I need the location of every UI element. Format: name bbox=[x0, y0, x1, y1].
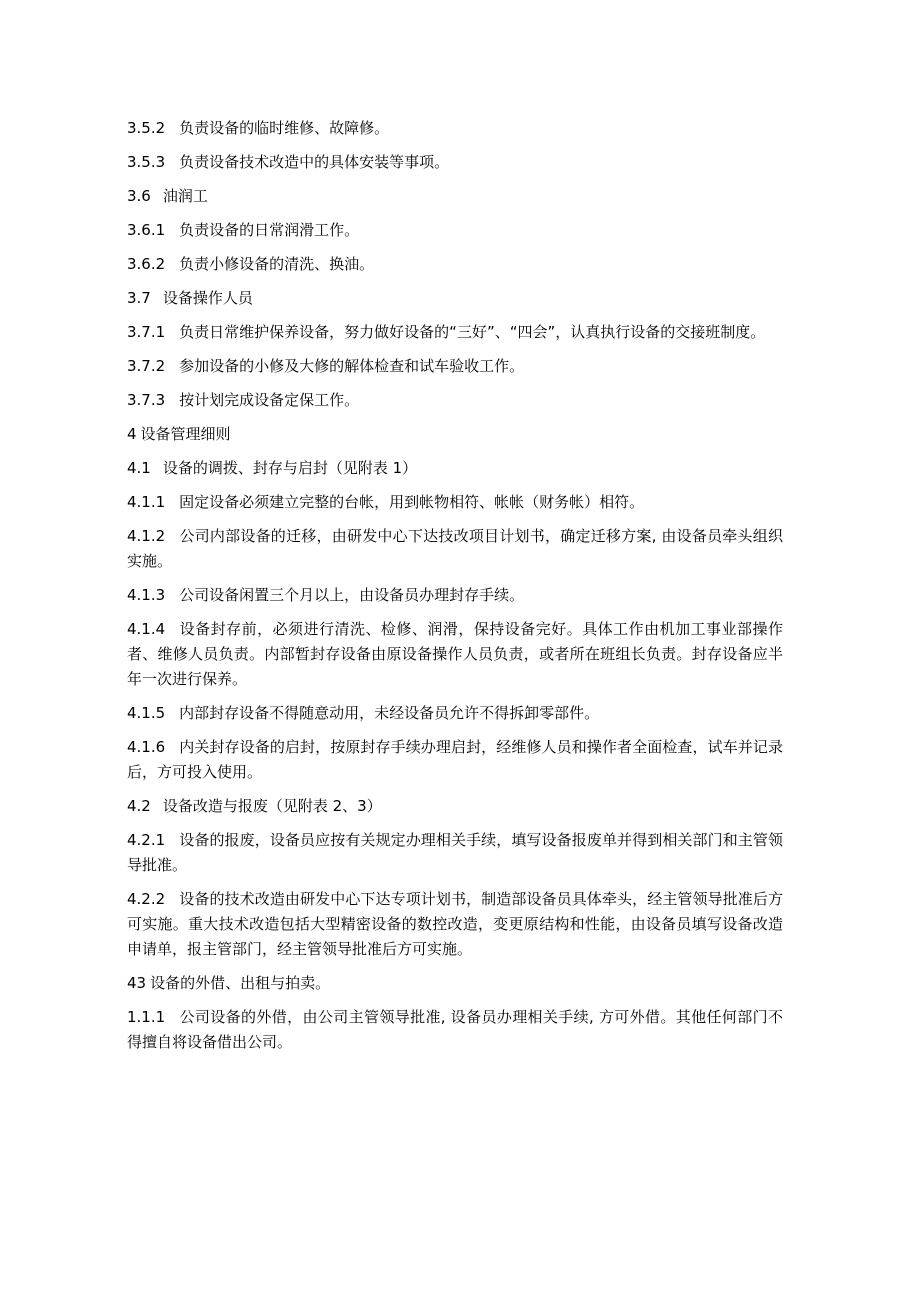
paragraph-4-1-4 bbox=[127, 617, 783, 692]
section-number: 3.7.1 bbox=[127, 323, 166, 341]
heading-4 bbox=[127, 422, 783, 447]
paragraph-3-6-2 bbox=[127, 252, 783, 277]
document-body bbox=[127, 116, 783, 1064]
paragraph-text: 设备封存前，必须进行清洗、检修、润滑，保持设备完好。具体工作由机加工事业部操作者、维修人员负责。内部暂封存设备由原设备操作人员负责，或者所在班组长负责。封存设备应半年一次进行保养。 bbox=[127, 620, 783, 688]
heading-text: 油润工 bbox=[162, 187, 208, 205]
heading-text: 设备的调拨、封存与启封（见附表 1） bbox=[162, 459, 418, 477]
heading-text: 设备改造与报废（见附表 2、3） bbox=[162, 797, 382, 815]
section-number: 4.1.3 bbox=[127, 586, 166, 604]
paragraph-text: 公司设备闲置三个月以上，由设备员办理封存手续。 bbox=[179, 586, 525, 604]
paragraph-4-1-6 bbox=[127, 735, 783, 785]
section-number: 4.1 bbox=[127, 459, 151, 477]
paragraph-4-1-3 bbox=[127, 583, 783, 608]
section-number: 4.2 bbox=[127, 797, 151, 815]
paragraph-4-2-1 bbox=[127, 828, 783, 878]
paragraph-text: 内关封存设备的启封，按原封存手续办理启封，经维修人员和操作者全面检查，试车并记录后，方可投入使用。 bbox=[127, 738, 783, 781]
paragraph-4-1-2 bbox=[127, 524, 783, 574]
paragraph-text: 负责设备技术改造中的具体安装等事项。 bbox=[179, 153, 450, 171]
paragraph-text: 内部封存设备不得随意动用，未经设备员允许不得拆卸零部件。 bbox=[179, 704, 600, 722]
section-number: 4.2.2 bbox=[127, 890, 166, 908]
section-number: 3.6 bbox=[127, 187, 151, 205]
heading-4-3 bbox=[127, 971, 783, 996]
section-number: 3.6.2 bbox=[127, 255, 166, 273]
section-number: 1.1.1 bbox=[127, 1008, 166, 1026]
heading-text: 设备操作人员 bbox=[162, 289, 253, 307]
paragraph-3-6-1 bbox=[127, 218, 783, 243]
paragraph-text: 设备的技术改造由研发中心下达专项计划书，制造部设备员具体牵头，经主管领导批准后方可实施。重大技术改造包括大型精密设备的数控改造，变更原结构和性能，由设备员填写设备改造申请单，报主管部门，经主管领导批准后方可实施。 bbox=[127, 890, 783, 958]
heading-3-7 bbox=[127, 286, 783, 311]
paragraph-text: 参加设备的小修及大修的解体检查和试车验收工作。 bbox=[179, 357, 525, 375]
section-number: 4.1.1 bbox=[127, 493, 166, 511]
heading-text: 设备管理细则 bbox=[140, 425, 231, 443]
heading-3-6 bbox=[127, 184, 783, 209]
paragraph-3-7-2 bbox=[127, 354, 783, 379]
section-number: 4.1.5 bbox=[127, 704, 166, 722]
section-number: 3.5.3 bbox=[127, 153, 166, 171]
section-number: 3.7.2 bbox=[127, 357, 166, 375]
paragraph-text: 负责设备的临时维修、故障修。 bbox=[179, 119, 390, 137]
section-number: 4.2.1 bbox=[127, 831, 166, 849]
paragraph-text: 固定设备必须建立完整的台帐，用到帐物相符、帐帐（财务帐）相符。 bbox=[179, 493, 645, 511]
section-number: 4.1.2 bbox=[127, 527, 166, 545]
section-number: 3.6.1 bbox=[127, 221, 166, 239]
section-number: 3.7 bbox=[127, 289, 151, 307]
paragraph-1-1-1 bbox=[127, 1005, 783, 1055]
section-number: 3.7.3 bbox=[127, 391, 166, 409]
paragraph-text: 负责日常维护保养设备，努力做好设备的“三好”、“四会”，认真执行设备的交接班制度。 bbox=[179, 323, 766, 341]
paragraph-3-7-3 bbox=[127, 388, 783, 413]
section-number: 3.5.2 bbox=[127, 119, 166, 137]
section-number: 43 bbox=[127, 974, 147, 992]
paragraph-text: 公司内部设备的迁移，由研发中心下达技改项目计划书，确定迁移方案, 由设备员牵头组织实施。 bbox=[127, 527, 783, 570]
paragraph-4-2-2 bbox=[127, 887, 783, 962]
paragraph-3-5-3 bbox=[127, 150, 783, 175]
paragraph-text: 设备的报废，设备员应按有关规定办理相关手续，填写设备报废单并得到相关部门和主管领导批准。 bbox=[127, 831, 783, 874]
paragraph-3-7-1 bbox=[127, 320, 783, 345]
paragraph-text: 公司设备的外借，由公司主管领导批准, 设备员办理相关手续, 方可外借。其他任何部门不得擅自将设备借出公司。 bbox=[127, 1008, 783, 1051]
section-number: 4 bbox=[127, 425, 137, 443]
heading-4-2 bbox=[127, 794, 783, 819]
heading-4-1 bbox=[127, 456, 783, 481]
paragraph-text: 按计划完成设备定保工作。 bbox=[179, 391, 360, 409]
heading-text: 设备的外借、出租与拍卖。 bbox=[150, 974, 331, 992]
section-number: 4.1.6 bbox=[127, 738, 166, 756]
paragraph-4-1-1 bbox=[127, 490, 783, 515]
paragraph-text: 负责小修设备的清洗、换油。 bbox=[179, 255, 375, 273]
section-number: 4.1.4 bbox=[127, 620, 166, 638]
paragraph-text: 负责设备的日常润滑工作。 bbox=[179, 221, 360, 239]
paragraph-3-5-2 bbox=[127, 116, 783, 141]
paragraph-4-1-5 bbox=[127, 701, 783, 726]
